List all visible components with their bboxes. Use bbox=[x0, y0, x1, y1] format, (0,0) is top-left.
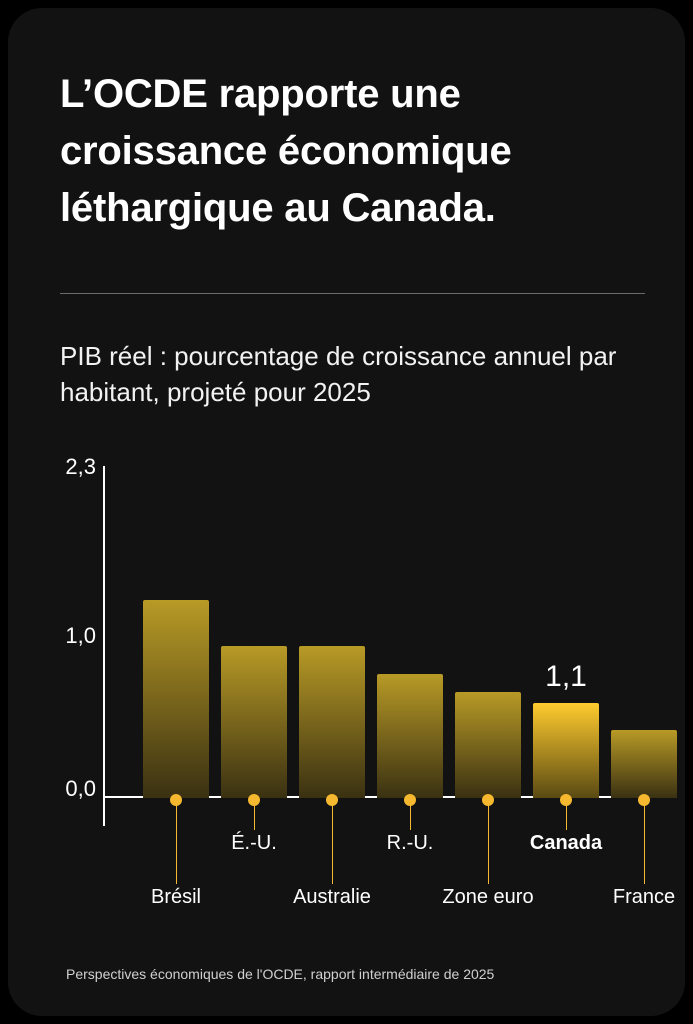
leader-australie bbox=[332, 800, 333, 884]
bars-group bbox=[105, 466, 650, 798]
bar-etats-unis bbox=[221, 646, 287, 798]
label-australie: Australie bbox=[293, 886, 371, 908]
label-canada: Canada bbox=[529, 832, 603, 854]
leader-zone-euro bbox=[488, 800, 489, 884]
leader-bresil bbox=[176, 800, 177, 884]
chart-subtitle: PIB réel : pourcentage de croissance annuel par habitant, projeté pour 2025 bbox=[60, 341, 617, 407]
label-france: France bbox=[612, 886, 676, 908]
bar-royaume-uni bbox=[377, 674, 443, 798]
y-axis-tick-mid: 1,0 bbox=[65, 623, 96, 648]
leader-royaume-uni bbox=[410, 800, 411, 830]
label-royaume-uni: R.-U. bbox=[386, 832, 434, 854]
label-etats-unis: É.-U. bbox=[231, 832, 277, 854]
bar-australie bbox=[299, 646, 365, 798]
leader-canada bbox=[566, 800, 567, 830]
category-labels bbox=[105, 798, 676, 938]
bar-value-canada: 1,1 bbox=[545, 660, 587, 693]
bar-zone-euro bbox=[455, 692, 521, 798]
bar-canada bbox=[533, 703, 599, 798]
divider bbox=[60, 293, 645, 294]
y-axis-tick-top: 2,3 bbox=[65, 454, 96, 479]
source-note: Perspectives économiques de l'OCDE, rapport intermédiaire de 2025 bbox=[66, 966, 495, 982]
label-bresil: Brésil bbox=[150, 886, 202, 908]
y-axis-tick-zero: 0,0 bbox=[65, 776, 96, 801]
label-zone-euro: Zone euro bbox=[442, 886, 534, 908]
page-title: L’OCDE rapporte une croissance économique léthargique au Canada. bbox=[60, 72, 512, 230]
bar-france bbox=[611, 730, 677, 798]
bar-chart bbox=[8, 438, 685, 938]
bar-bresil bbox=[143, 600, 209, 798]
leader-france bbox=[644, 800, 645, 884]
infographic-card bbox=[8, 8, 685, 1016]
leader-etats-unis bbox=[254, 800, 255, 830]
